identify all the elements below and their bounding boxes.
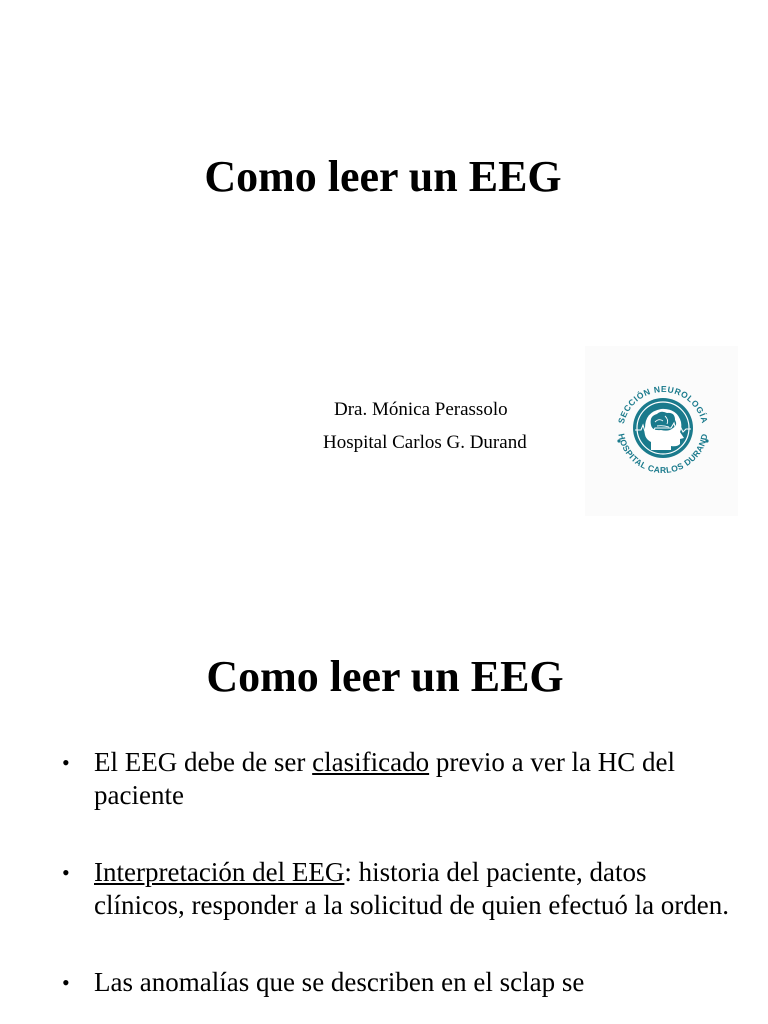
brain-head-logo-icon [585, 346, 738, 516]
slide-title: Como leer un EEG [206, 652, 564, 701]
bullet-item [62, 856, 742, 922]
bullet-icon: • [62, 860, 70, 885]
bullet-list [62, 746, 742, 1024]
bullet-text: Las anomalías que se describen en el sclap se [94, 967, 585, 997]
svg-text:HOSPITAL CARLOS DURAND: HOSPITAL CARLOS DURAND [616, 432, 710, 476]
bullet-text: previo a ver la HC del paciente [94, 747, 676, 810]
author-name: Dra. Mónica Perassolo [334, 399, 508, 420]
bullet-icon: • [62, 970, 70, 995]
bullet-underlined-text: Interpretación del EEG [94, 857, 345, 887]
content-slide [0, 610, 768, 1024]
bullet-icon: • [62, 750, 70, 775]
bullet-underlined-text: clasificado [312, 747, 430, 777]
bullet-text: : historia del paciente, datos clínicos, responder a la solicitud de quien efectuó la orden. [94, 857, 730, 920]
bullet-item [62, 746, 742, 812]
neurology-section-logo [585, 346, 738, 516]
hospital-name: Hospital Carlos G. Durand [323, 432, 527, 453]
slide-title: Como leer un EEG [204, 152, 562, 201]
bullet-item [62, 966, 742, 999]
svg-text:SECCIÓN NEUROLOGÍA: SECCIÓN NEUROLOGÍA [615, 383, 711, 425]
bullet-text: El EEG debe de ser [94, 747, 313, 777]
